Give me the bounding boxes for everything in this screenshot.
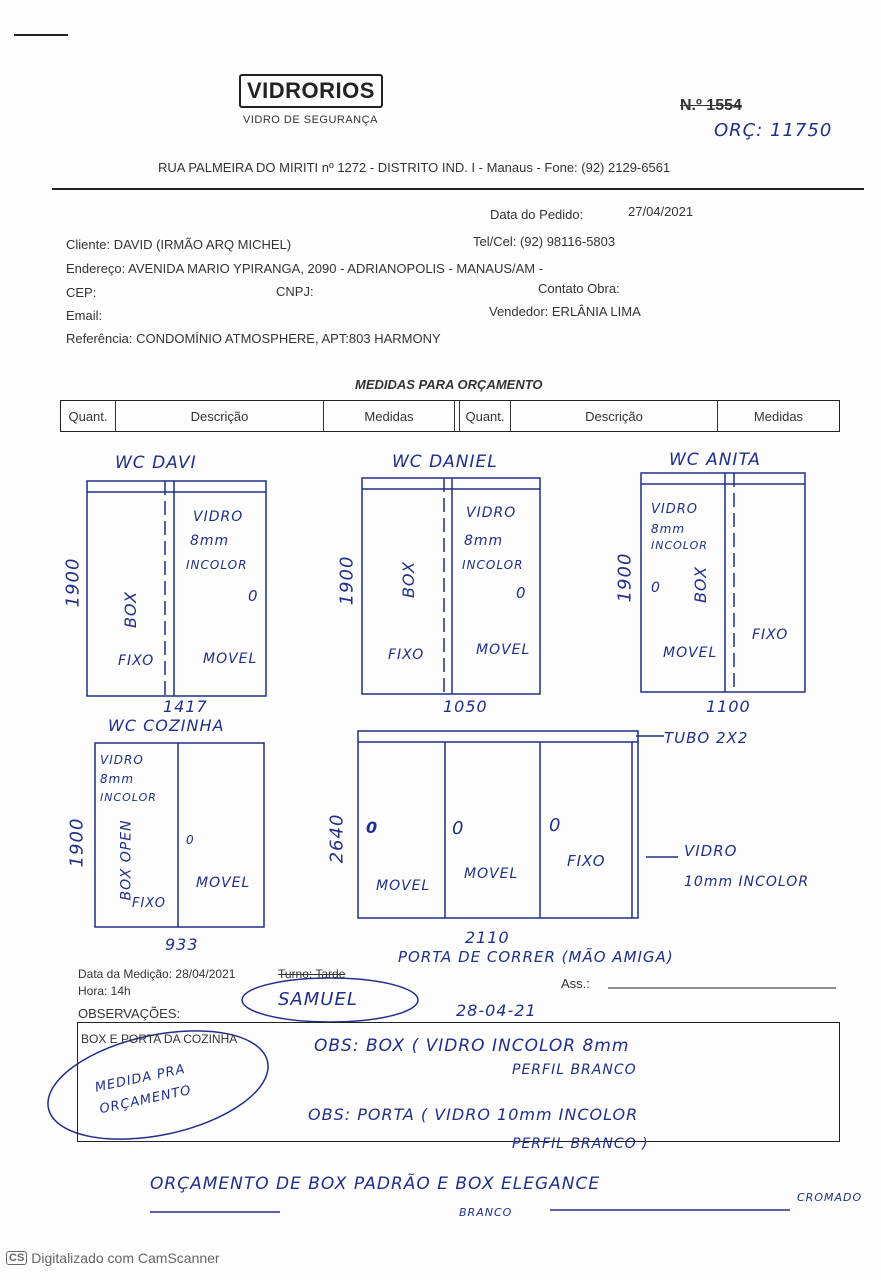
sketch-cozinha-glass-3: INCOLOR bbox=[100, 791, 157, 804]
sketch-daniel-glass-2: 8mm bbox=[464, 533, 504, 549]
cnpj-field: CNPJ: bbox=[276, 284, 314, 299]
camscanner-watermark bbox=[6, 1250, 220, 1266]
obs-printed: BOX E PORTA DA COZINHA bbox=[81, 1032, 238, 1046]
sketch-davi-glass-2: 8mm bbox=[190, 533, 230, 549]
sketch-davi-height: 1900 bbox=[62, 557, 84, 608]
sketch-davi-title: WC DAVI bbox=[115, 453, 197, 473]
sketch-anita-fixed: FIXO bbox=[752, 627, 789, 643]
sketch-daniel-glass-3: INCOLOR bbox=[462, 558, 524, 572]
contact-field: Contato Obra: bbox=[538, 281, 620, 296]
order-date-value: 27/04/2021 bbox=[628, 204, 694, 219]
sketch-porta-glass-1: VIDRO bbox=[684, 842, 738, 860]
sketch-davi-box: BOX bbox=[121, 590, 141, 629]
sketch-porta-width: 2110 bbox=[465, 928, 510, 947]
signature-label: Ass.: bbox=[561, 976, 590, 991]
client-field: Cliente: DAVID (IRMÃO ARQ MICHEL) bbox=[66, 237, 292, 252]
camscanner-icon: CS bbox=[6, 1251, 27, 1265]
form-number: N.º 1554 bbox=[680, 97, 742, 114]
obs-label: OBSERVAÇÕES: bbox=[78, 1006, 181, 1021]
sketch-porta-handle-1: 0 bbox=[366, 818, 379, 837]
col-desc-2: Descrição bbox=[511, 401, 718, 431]
order-date-label: Data do Pedido: bbox=[490, 207, 584, 222]
col-quant-2: Quant. bbox=[459, 401, 511, 431]
col-measures-1: Medidas bbox=[324, 401, 455, 431]
sketch-anita-width: 1100 bbox=[706, 697, 751, 716]
obs-stamp: MEDIDA PRA ORÇAMENTO bbox=[93, 1061, 193, 1118]
porta-note: PORTA DE CORRER (MÃO AMIGA) bbox=[398, 948, 674, 966]
footer-branco: BRANCO bbox=[459, 1206, 513, 1219]
measure-hour: Hora: 14h bbox=[78, 984, 131, 998]
sketch-daniel-height: 1900 bbox=[336, 555, 358, 606]
sketch-davi-handle: 0 bbox=[248, 587, 259, 605]
address-field: Endereço: AVENIDA MARIO YPIRANGA, 2090 - ADRIANOPOLIS - MANAUS/AM - bbox=[66, 261, 544, 276]
budget-number: ORÇ: 11750 bbox=[714, 120, 833, 141]
sketch-davi-moving: MOVEL bbox=[203, 651, 258, 667]
sketch-cozinha-width: 933 bbox=[165, 935, 199, 954]
signature-date: 28-04-21 bbox=[456, 1001, 537, 1020]
sketch-anita-title: WC ANITA bbox=[669, 450, 761, 470]
sketch-porta-panel-1: MOVEL bbox=[376, 878, 431, 894]
sketch-daniel-fixed: FIXO bbox=[388, 647, 425, 663]
brand-tagline: VIDRO DE SEGURANÇA bbox=[243, 114, 378, 126]
sketch-porta-handle-2: 0 bbox=[452, 818, 465, 839]
sketch-daniel-moving: MOVEL bbox=[476, 642, 531, 658]
sketch-daniel-glass-1: VIDRO bbox=[466, 505, 517, 521]
sketch-anita-glass-2: 8mm bbox=[651, 522, 686, 536]
col-measures-2: Medidas bbox=[753, 408, 804, 424]
sketch-cozinha-moving: MOVEL bbox=[196, 875, 251, 891]
obs-line-2: OBS: PORTA ( VIDRO 10mm INCOLOR bbox=[308, 1105, 639, 1124]
sketch-porta-panel-2: MOVEL bbox=[464, 866, 519, 882]
sketch-cozinha-glass-1: VIDRO bbox=[100, 753, 144, 767]
cep-field: CEP: bbox=[66, 285, 97, 300]
footer-note: ORÇAMENTO DE BOX PADRÃO E BOX ELEGANCE bbox=[150, 1174, 601, 1194]
reference-field: Referência: CONDOMÍNIO ATMOSPHERE, APT:803 HARMONY bbox=[66, 331, 441, 346]
sketch-davi-glass-3: INCOLOR bbox=[186, 558, 248, 572]
phone-field: Tel/Cel: (92) 98116-5803 bbox=[473, 234, 616, 249]
obs-line-1: OBS: BOX ( VIDRO INCOLOR 8mm bbox=[314, 1036, 630, 1056]
sketch-cozinha-handle: 0 bbox=[186, 833, 195, 847]
sketch-daniel-width: 1050 bbox=[443, 697, 488, 716]
measure-date: Data da Medição: 28/04/2021 bbox=[78, 967, 236, 981]
sketch-anita-handle: 0 bbox=[651, 580, 661, 596]
camscanner-text: Digitalizado com CamScanner bbox=[31, 1250, 220, 1266]
sketch-anita-box: BOX bbox=[691, 565, 711, 604]
sketch-anita-height: 1900 bbox=[614, 552, 636, 603]
col-quant-1: Quant. bbox=[61, 401, 116, 431]
sketch-anita-glass-3: INCOLOR bbox=[651, 539, 708, 552]
sketch-daniel-box: BOX bbox=[399, 560, 419, 599]
brand-logo: VIDRORIOS bbox=[239, 74, 383, 108]
sketch-cozinha-fixed: FIXO bbox=[132, 896, 166, 911]
sketch-daniel-handle: 0 bbox=[516, 584, 527, 602]
sketch-davi-width: 1417 bbox=[163, 697, 208, 716]
sketch-davi-glass-1: VIDRO bbox=[193, 509, 244, 525]
sketch-anita-glass-1: VIDRO bbox=[651, 502, 699, 517]
signature: SAMUEL bbox=[278, 989, 358, 1010]
sketch-cozinha-glass-2: 8mm bbox=[100, 772, 135, 786]
email-field: Email: bbox=[66, 308, 103, 323]
sketch-davi-fixed: FIXO bbox=[118, 653, 155, 669]
sketch-daniel-title: WC DANIEL bbox=[392, 452, 498, 472]
seller-field: Vendedor: ERLÂNIA LIMA bbox=[489, 304, 641, 319]
obs-line-2b: PERFIL BRANCO ) bbox=[512, 1136, 649, 1152]
sketch-anita-moving: MOVEL bbox=[663, 645, 718, 661]
measure-turno: Turno: Tarde bbox=[278, 967, 346, 981]
sketch-porta-tube: TUBO 2X2 bbox=[664, 729, 749, 747]
sketch-porta-handle-3: 0 bbox=[549, 815, 562, 836]
sketch-porta-glass-2: 10mm INCOLOR bbox=[684, 874, 810, 890]
sketch-cozinha-height: 1900 bbox=[66, 817, 88, 868]
sketch-porta-panel-3: FIXO bbox=[567, 852, 606, 870]
obs-line-1b: PERFIL BRANCO bbox=[512, 1062, 637, 1078]
company-address: RUA PALMEIRA DO MIRITI nº 1272 - DISTRITO IND. I - Manaus - Fone: (92) 2129-6561 bbox=[158, 160, 671, 175]
sketch-cozinha-title: WC COZINHA bbox=[108, 716, 225, 735]
col-desc-1: Descrição bbox=[116, 401, 324, 431]
sketch-cozinha-box: BOX OPEN bbox=[118, 819, 135, 901]
sketch-porta-height: 2640 bbox=[326, 813, 348, 864]
footer-cromado: CROMADO bbox=[797, 1191, 863, 1204]
section-title: MEDIDAS PARA ORÇAMENTO bbox=[355, 377, 543, 392]
